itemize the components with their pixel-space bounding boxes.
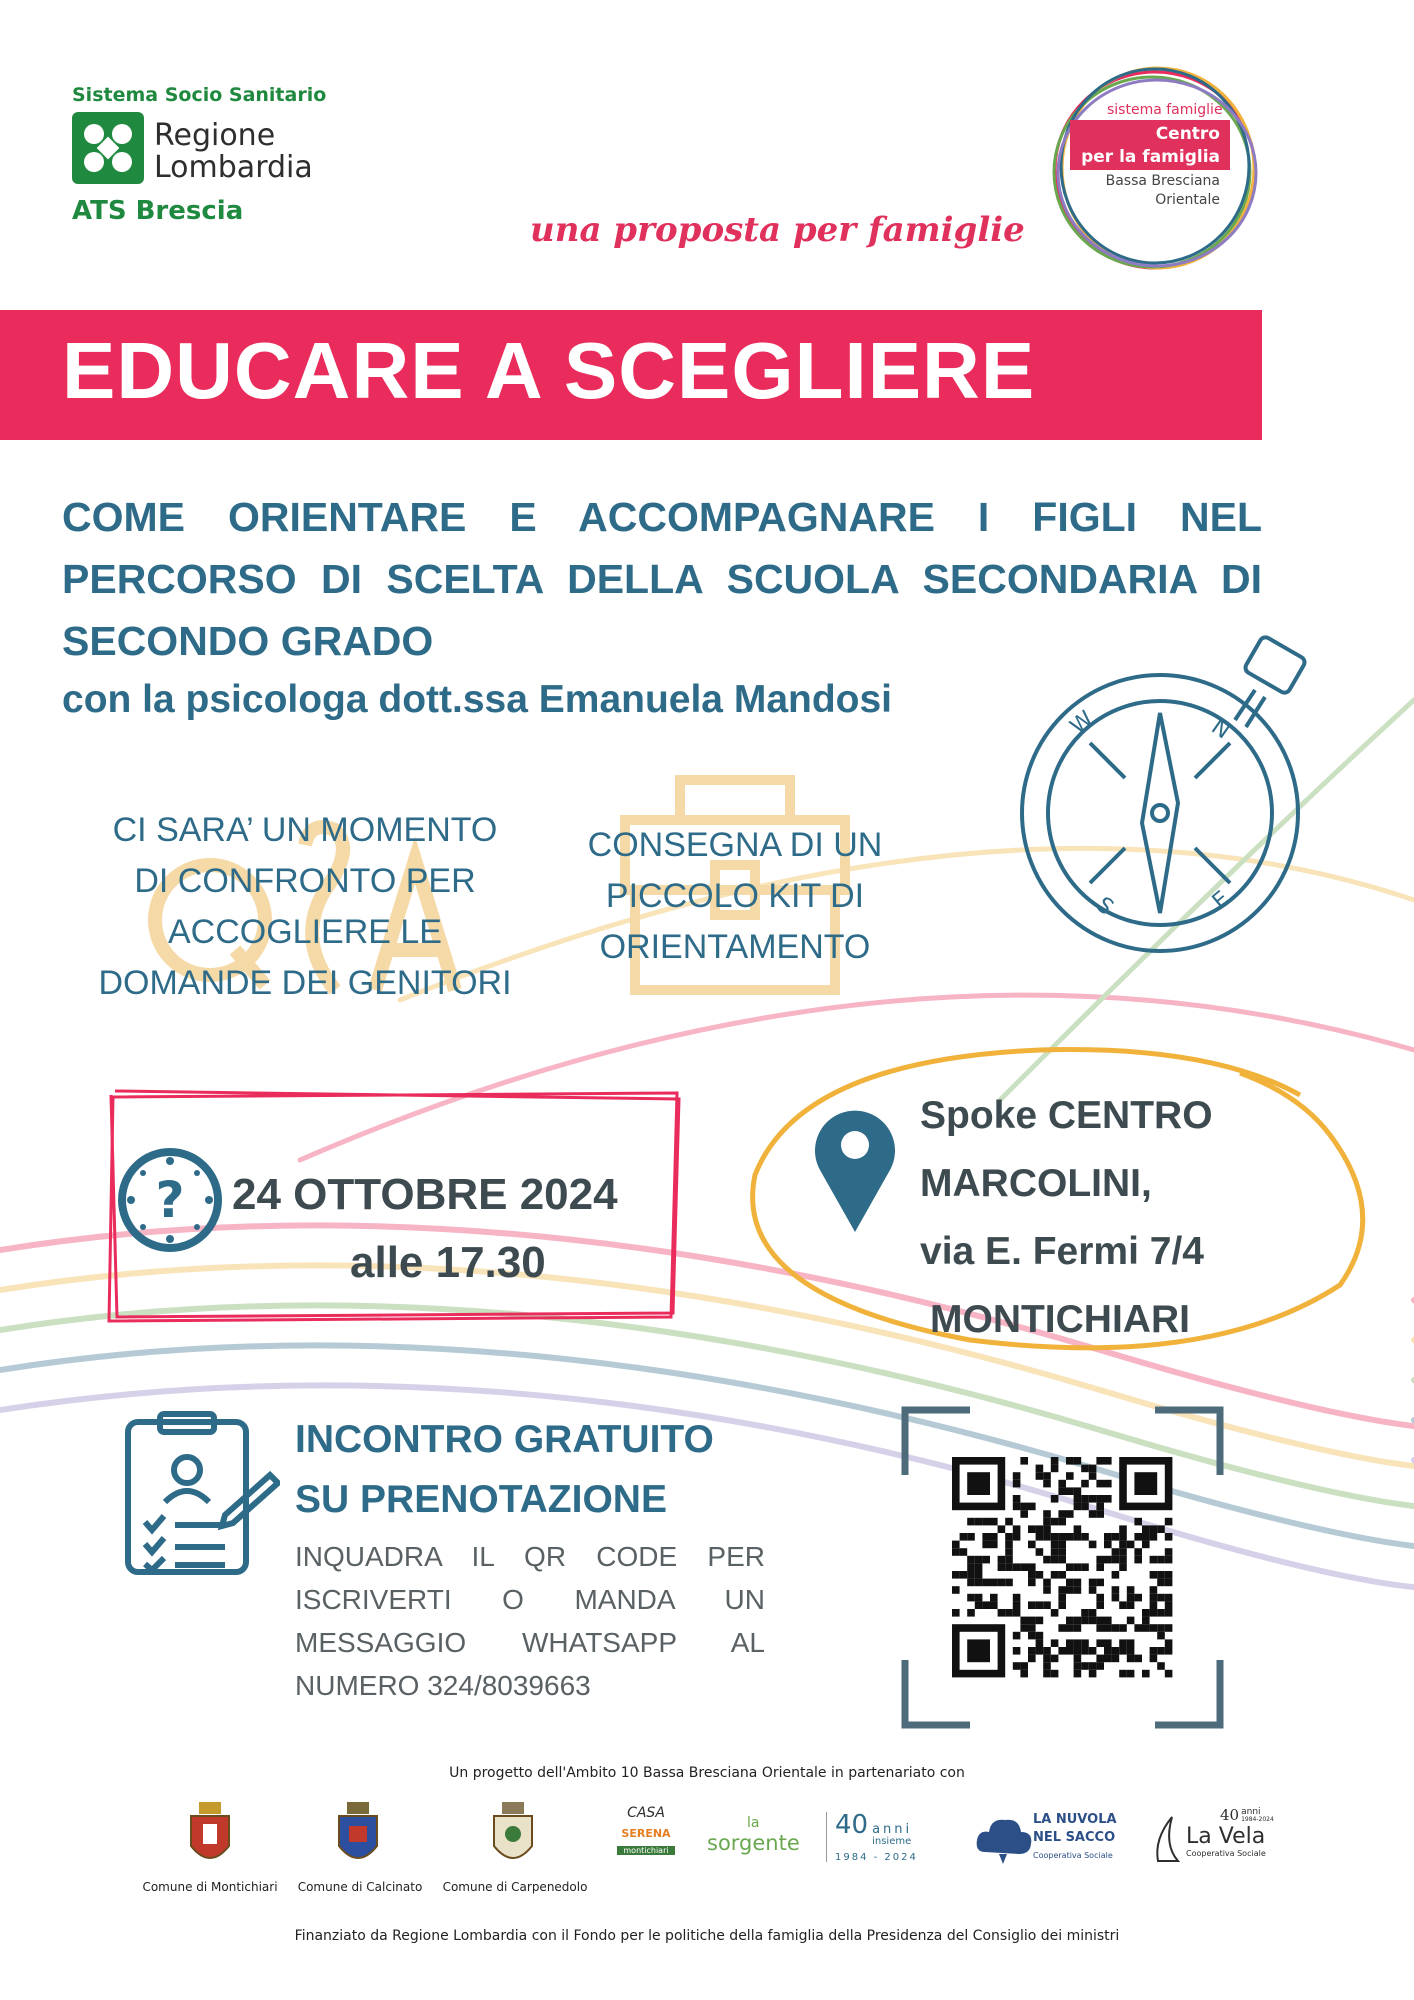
location-line1: Spoke CENTRO bbox=[920, 1094, 1213, 1137]
cpf-sub-line1: Bassa Bresciana bbox=[1105, 173, 1220, 189]
event-date: 24 OTTOBRE 2024 bbox=[232, 1170, 618, 1219]
regione-lombardia-logo bbox=[72, 112, 144, 184]
cpf-system-label: sistema famiglie bbox=[1107, 102, 1223, 118]
la-sorgente-logo bbox=[707, 1815, 819, 1855]
location-line3: via E. Fermi 7/4 bbox=[920, 1230, 1204, 1273]
compass-s-label: S bbox=[1091, 892, 1118, 921]
ats-region-line2: Lombardia bbox=[154, 150, 313, 185]
compass-icon bbox=[1010, 635, 1320, 955]
booking-title-line2: SU PRENOTAZIONE bbox=[295, 1478, 667, 1521]
vela-name: La Vela bbox=[1186, 1824, 1266, 1849]
funding-line: Finanziato da Regione Lombardia con il Fondo per le politiche della famiglia della Presidenza del Consiglio dei ministri bbox=[294, 1928, 1120, 1944]
clock-question-icon bbox=[115, 1145, 225, 1255]
la-nuvola-logo bbox=[1033, 1812, 1128, 1860]
casa-serena-line1: CASA bbox=[627, 1805, 665, 1821]
compass-w-label: W bbox=[1065, 706, 1099, 740]
anni-40-number: 40 bbox=[835, 1810, 869, 1840]
compass-e-label: E bbox=[1207, 886, 1235, 915]
feature-kit-line3: ORIENTAMENTO bbox=[599, 928, 871, 966]
carpenedolo-crest-icon bbox=[488, 1800, 538, 1872]
nuvola-line2: NEL SACCO bbox=[1033, 1830, 1116, 1845]
page-title: EDUCARE A SCEGLIERE bbox=[62, 326, 1036, 415]
anni-word: anni bbox=[872, 1822, 913, 1837]
cpf-title-line2: per la famiglia bbox=[1081, 147, 1220, 167]
comune-montichiari-label: Comune di Montichiari bbox=[142, 1880, 278, 1894]
svg-text:?: ? bbox=[155, 1171, 185, 1229]
feature-kit-line1: CONSEGNA DI UN bbox=[587, 826, 883, 864]
casa-serena-logo bbox=[617, 1805, 675, 1875]
feature-kit bbox=[560, 820, 910, 973]
centro-famiglia-rings-logo bbox=[1045, 60, 1265, 280]
location-line2: MARCOLINI, bbox=[920, 1162, 1152, 1205]
feature-kit-line2: PICCOLO KIT DI bbox=[605, 877, 865, 915]
booking-title-line1: INCONTRO GRATUITO bbox=[295, 1418, 714, 1461]
event-location bbox=[920, 1082, 1213, 1354]
comune-calcinato-label: Comune di Calcinato bbox=[297, 1880, 423, 1894]
comune-carpenedolo-label: Comune di Carpenedolo bbox=[442, 1880, 588, 1894]
feature-qa bbox=[85, 805, 525, 1009]
map-pin-icon bbox=[810, 1100, 900, 1235]
cpf-sub-line2: Orientale bbox=[1155, 192, 1220, 208]
anni-insieme: insieme bbox=[872, 1836, 912, 1847]
compass-n-label: N bbox=[1206, 714, 1235, 745]
sorgente-separator bbox=[826, 1812, 827, 1862]
vela-anni-years: 1984-2024 bbox=[1241, 1816, 1274, 1823]
sorgente-line2: sorgente bbox=[707, 1831, 800, 1855]
booking-instructions: INQUADRA IL QR CODE PER ISCRIVERTI O MANDA UN MESSAGGIO WHATSAPP AL NUMERO 324/8039663 bbox=[295, 1541, 765, 1701]
cpf-title-banner bbox=[1070, 120, 1230, 170]
vela-anni-word: anni bbox=[1241, 1807, 1261, 1817]
cpf-subtitle bbox=[1070, 172, 1220, 210]
regione-lombardia-rose-icon bbox=[72, 112, 144, 184]
nuvola-cloud-icon bbox=[975, 1812, 1033, 1864]
tagline: una proposta per famiglie bbox=[530, 210, 1025, 250]
ats-system-label: Sistema Socio Sanitario bbox=[72, 84, 327, 106]
location-line4: MONTICHIARI bbox=[930, 1298, 1190, 1341]
subtitle-line1: COME ORIENTARE E ACCOMPAGNARE I FIGLI NEL bbox=[62, 494, 1262, 540]
montichiari-crest-icon bbox=[185, 1800, 235, 1872]
anniversary-40-logo bbox=[835, 1810, 950, 1863]
feature-qa-line2: DI CONFRONTO PER bbox=[134, 862, 476, 900]
anni-years: 1984 - 2024 bbox=[835, 1852, 918, 1863]
partner-line: Un progetto dell'Ambito 10 Bassa Bresciana Orientale in partenariato con bbox=[449, 1765, 965, 1781]
ats-region-line1: Regione bbox=[154, 118, 276, 153]
casa-serena-line2: SERENA bbox=[621, 1827, 671, 1840]
la-vela-sail-icon bbox=[1150, 1815, 1186, 1865]
la-vela-logo bbox=[1186, 1806, 1276, 1858]
vela-40-number: 40 bbox=[1220, 1806, 1240, 1824]
booking-title bbox=[295, 1410, 714, 1530]
nuvola-line1: LA NUVOLA bbox=[1033, 1812, 1117, 1827]
qr-code[interactable] bbox=[900, 1405, 1225, 1730]
casa-serena-line3: montichiari bbox=[617, 1846, 675, 1855]
feature-qa-line3: ACCOGLIERE LE bbox=[168, 913, 442, 951]
vela-subtitle: Cooperativa Sociale bbox=[1186, 1849, 1266, 1858]
feature-qa-line1: CI SARA’ UN MOMENTO bbox=[112, 811, 498, 849]
calcinato-crest-icon bbox=[333, 1800, 383, 1872]
nuvola-line3: Cooperativa Sociale bbox=[1033, 1851, 1113, 1860]
sorgente-line1: la bbox=[747, 1815, 760, 1831]
cpf-title-line1: Centro bbox=[1155, 124, 1220, 144]
subtitle-line2: PERCORSO DI SCELTA DELLA SCUOLA SECONDARIA DI bbox=[62, 556, 1262, 602]
ats-brescia-label: ATS Brescia bbox=[72, 196, 244, 226]
event-time: alle 17.30 bbox=[350, 1238, 546, 1287]
feature-qa-line4: DOMANDE DEI GENITORI bbox=[98, 964, 512, 1002]
speaker-line: con la psicologa dott.ssa Emanuela Mandosi bbox=[62, 678, 893, 721]
clipboard-checklist-icon bbox=[120, 1410, 280, 1580]
subtitle-line3: SECONDO GRADO bbox=[62, 618, 434, 664]
